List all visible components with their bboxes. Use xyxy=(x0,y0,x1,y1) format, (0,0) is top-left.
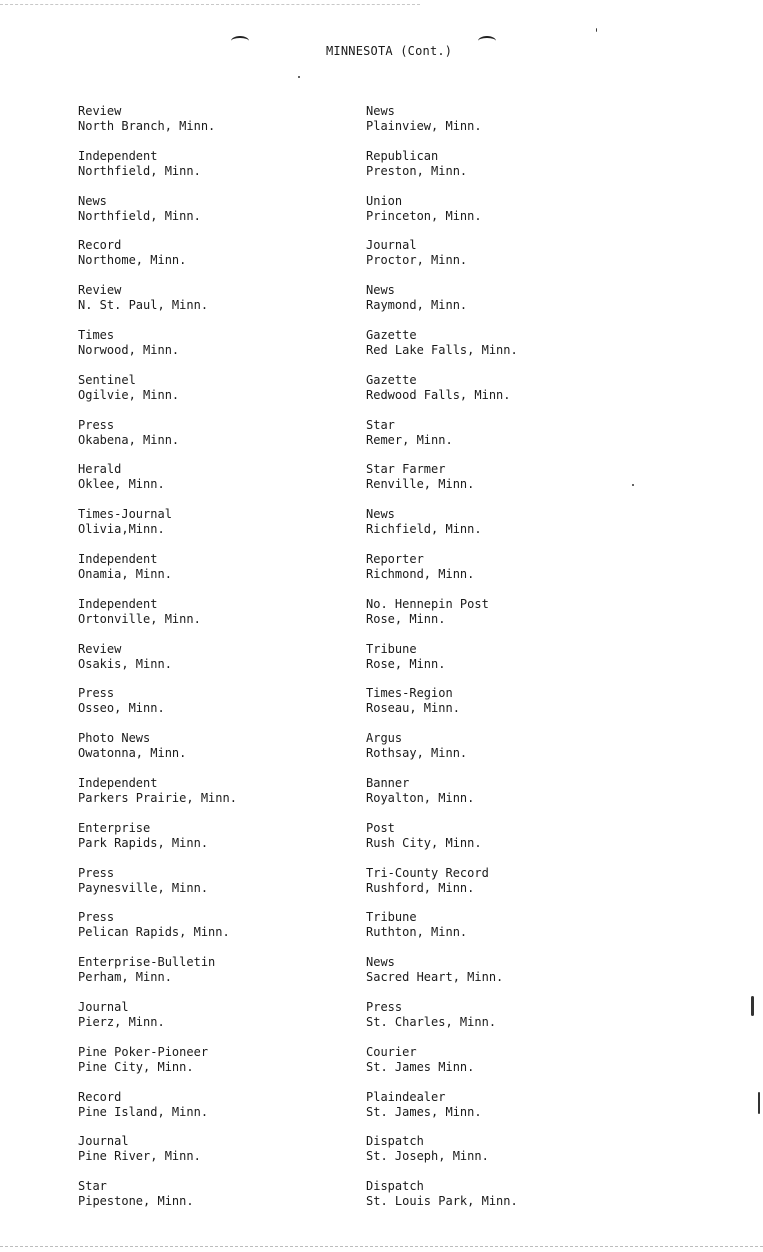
newspaper-name: Press xyxy=(78,865,115,880)
newspaper-entry xyxy=(78,776,378,821)
newspaper-location: Onamia, Minn. xyxy=(78,566,172,581)
newspaper-location: St. James, Minn. xyxy=(366,1104,482,1119)
newspaper-location: Rose, Minn. xyxy=(366,656,446,671)
newspaper-location: Rothsay, Minn. xyxy=(366,746,468,761)
newspaper-location: Plainview, Minn. xyxy=(366,119,482,133)
newspaper-name: Times-Journal xyxy=(78,507,172,522)
newspaper-entry xyxy=(366,1045,666,1090)
newspaper-location: Pine River, Minn. xyxy=(78,1149,201,1164)
newspaper-name: Post xyxy=(366,820,395,835)
newspaper-location: Oklee, Minn. xyxy=(78,477,165,492)
newspaper-entry xyxy=(78,418,378,463)
newspaper-name: News xyxy=(366,955,395,970)
newspaper-location: St. Louis Park, Minn. xyxy=(366,1194,518,1209)
newspaper-entry xyxy=(366,373,666,418)
newspaper-name: Journal xyxy=(78,999,129,1014)
newspaper-location: Owatonna, Minn. xyxy=(78,746,187,761)
scan-mark xyxy=(751,996,754,1016)
newspaper-name: Record xyxy=(78,1089,122,1104)
newspaper-entry xyxy=(366,1000,666,1045)
newspaper-entry xyxy=(366,597,666,642)
newspaper-name: Republican xyxy=(366,148,439,163)
newspaper-name: News xyxy=(78,193,107,208)
newspaper-entry xyxy=(366,866,666,911)
newspaper-entry xyxy=(78,1134,378,1179)
newspaper-location: Northome, Minn. xyxy=(78,253,187,268)
newspaper-name: News xyxy=(366,507,395,522)
newspaper-name: Plaindealer xyxy=(366,1089,446,1104)
binder-hole-mark-right xyxy=(478,36,496,46)
newspaper-location: Remer, Minn. xyxy=(366,432,453,447)
newspaper-entry xyxy=(78,1000,378,1045)
newspaper-name: Star xyxy=(78,1179,107,1194)
newspaper-name: Pine Poker-Pioneer xyxy=(78,1044,209,1059)
newspaper-location: Roseau, Minn. xyxy=(366,701,460,716)
newspaper-location: Pelican Rapids, Minn. xyxy=(78,925,230,940)
newspaper-location: Pine Island, Minn. xyxy=(78,1104,209,1119)
newspaper-entry xyxy=(366,910,666,955)
newspaper-name: Independent xyxy=(78,775,158,790)
newspaper-name: Dispatch xyxy=(366,1134,424,1149)
newspaper-location: N. St. Paul, Minn. xyxy=(78,298,209,313)
newspaper-location: St. Joseph, Minn. xyxy=(366,1149,489,1164)
newspaper-name: Dispatch xyxy=(366,1179,424,1194)
newspaper-name: Press xyxy=(366,999,403,1014)
newspaper-entry xyxy=(78,731,378,776)
newspaper-name: Tri-County Record xyxy=(366,865,489,880)
newspaper-location: Red Lake Falls, Minn. xyxy=(366,342,518,357)
newspaper-entry xyxy=(78,1090,378,1135)
newspaper-name: Review xyxy=(78,283,122,298)
newspaper-name: Enterprise xyxy=(78,820,151,835)
newspaper-name: Gazette xyxy=(366,327,417,342)
newspaper-location: Osakis, Minn. xyxy=(78,656,172,671)
newspaper-entry xyxy=(78,104,378,149)
scan-speck xyxy=(632,484,634,486)
newspaper-name: Tribune xyxy=(366,910,417,925)
newspaper-location: Norwood, Minn. xyxy=(78,342,180,357)
newspaper-entry xyxy=(366,507,666,552)
newspaper-entry xyxy=(366,1179,666,1224)
newspaper-entry xyxy=(366,776,666,821)
newspaper-location: Ortonville, Minn. xyxy=(78,611,201,626)
newspaper-name: Gazette xyxy=(366,372,417,387)
newspaper-entry xyxy=(366,418,666,463)
newspaper-entry xyxy=(366,1090,666,1135)
bottom-perforation-line xyxy=(0,1246,763,1247)
newspaper-location: Richmond, Minn. xyxy=(366,566,475,581)
newspaper-location: Royalton, Minn. xyxy=(366,790,475,805)
newspaper-entry xyxy=(366,283,666,328)
newspaper-location: Northfield, Minn. xyxy=(78,163,201,178)
newspaper-location: Sacred Heart, Minn. xyxy=(366,970,504,985)
newspaper-name: Star Farmer xyxy=(366,462,446,477)
newspaper-entry xyxy=(78,328,378,373)
newspaper-entry xyxy=(78,821,378,866)
newspaper-entry xyxy=(366,328,666,373)
newspaper-entry xyxy=(78,373,378,418)
newspaper-location: St. Charles, Minn. xyxy=(366,1014,497,1029)
newspaper-location: Princeton, Minn. xyxy=(366,208,482,223)
newspaper-name: Independent xyxy=(78,596,158,611)
newspaper-entry xyxy=(78,866,378,911)
newspaper-location: North Branch, Minn. xyxy=(78,119,216,133)
binder-hole-mark-left xyxy=(231,36,249,46)
newspaper-name: Journal xyxy=(366,238,417,253)
newspaper-entry xyxy=(78,642,378,687)
newspaper-location: Preston, Minn. xyxy=(366,163,468,178)
newspaper-location: Pierz, Minn. xyxy=(78,1014,165,1029)
right-column xyxy=(366,104,666,1224)
newspaper-entry xyxy=(366,552,666,597)
newspaper-name: No. Hennepin Post xyxy=(366,596,489,611)
newspaper-location: Rush City, Minn. xyxy=(366,835,482,850)
newspaper-name: Press xyxy=(78,417,115,432)
newspaper-name: Independent xyxy=(78,148,158,163)
newspaper-location: Pipestone, Minn. xyxy=(78,1194,194,1209)
newspaper-entry xyxy=(78,597,378,642)
newspaper-entry xyxy=(78,238,378,283)
newspaper-location: Redwood Falls, Minn. xyxy=(366,387,511,402)
newspaper-entry xyxy=(366,194,666,239)
newspaper-name: Argus xyxy=(366,731,403,746)
newspaper-entry xyxy=(78,194,378,239)
newspaper-entry xyxy=(366,731,666,776)
newspaper-name: Times xyxy=(78,327,115,342)
scan-speck xyxy=(298,76,300,78)
newspaper-name: Sentinel xyxy=(78,372,136,387)
newspaper-entry xyxy=(366,821,666,866)
newspaper-name: Enterprise-Bulletin xyxy=(78,955,216,970)
newspaper-name: Press xyxy=(78,686,115,701)
newspaper-entry xyxy=(366,1134,666,1179)
scan-speck xyxy=(596,28,597,32)
newspaper-location: Raymond, Minn. xyxy=(366,298,468,313)
newspaper-entry xyxy=(366,149,666,194)
top-perforation-line xyxy=(0,4,420,5)
newspaper-name: Tribune xyxy=(366,641,417,656)
newspaper-name: Reporter xyxy=(366,551,424,566)
newspaper-location: Ruthton, Minn. xyxy=(366,925,468,940)
newspaper-entry xyxy=(78,462,378,507)
newspaper-location: Northfield, Minn. xyxy=(78,208,201,223)
newspaper-entry xyxy=(78,955,378,1000)
scan-mark xyxy=(758,1092,760,1114)
newspaper-location: Paynesville, Minn. xyxy=(78,880,209,895)
newspaper-name: Courier xyxy=(366,1044,417,1059)
newspaper-entry xyxy=(78,910,378,955)
newspaper-name: News xyxy=(366,283,395,298)
newspaper-name: Independent xyxy=(78,551,158,566)
newspaper-location: Perham, Minn. xyxy=(78,970,172,985)
newspaper-location: Proctor, Minn. xyxy=(366,253,468,268)
newspaper-name: Press xyxy=(78,910,115,925)
newspaper-name: Star xyxy=(366,417,395,432)
left-column xyxy=(78,104,378,1224)
newspaper-entry xyxy=(78,1179,378,1224)
newspaper-location: Parkers Prairie, Minn. xyxy=(78,790,237,805)
newspaper-name: Banner xyxy=(366,775,410,790)
newspaper-entry xyxy=(78,149,378,194)
newspaper-name: Record xyxy=(78,238,122,253)
newspaper-entry xyxy=(78,283,378,328)
newspaper-entry xyxy=(78,507,378,552)
newspaper-name: News xyxy=(366,104,395,118)
newspaper-entry xyxy=(366,238,666,283)
newspaper-location: Rose, Minn. xyxy=(366,611,446,626)
newspaper-location: Osseo, Minn. xyxy=(78,701,165,716)
newspaper-location: Rushford, Minn. xyxy=(366,880,475,895)
newspaper-entry xyxy=(366,686,666,731)
newspaper-location: Park Rapids, Minn. xyxy=(78,835,209,850)
newspaper-location: St. James Minn. xyxy=(366,1059,475,1074)
newspaper-entry xyxy=(78,552,378,597)
newspaper-location: Richfield, Minn. xyxy=(366,522,482,537)
newspaper-name: Review xyxy=(78,104,122,118)
newspaper-name: Times-Region xyxy=(366,686,453,701)
newspaper-name: Journal xyxy=(78,1134,129,1149)
newspaper-entry xyxy=(366,462,666,507)
newspaper-location: Ogilvie, Minn. xyxy=(78,387,180,402)
newspaper-entry xyxy=(366,642,666,687)
newspaper-name: Herald xyxy=(78,462,122,477)
newspaper-name: Review xyxy=(78,641,122,656)
newspaper-entry xyxy=(78,1045,378,1090)
newspaper-location: Olivia,Minn. xyxy=(78,522,165,537)
newspaper-entry xyxy=(78,686,378,731)
newspaper-entry xyxy=(366,104,666,149)
newspaper-name: Photo News xyxy=(78,731,151,746)
newspaper-location: Renville, Minn. xyxy=(366,477,475,492)
newspaper-location: Pine City, Minn. xyxy=(78,1059,194,1074)
newspaper-name: Union xyxy=(366,193,403,208)
newspaper-location: Okabena, Minn. xyxy=(78,432,180,447)
newspaper-entry xyxy=(366,955,666,1000)
page-title: MINNESOTA (Cont.) xyxy=(326,44,453,58)
